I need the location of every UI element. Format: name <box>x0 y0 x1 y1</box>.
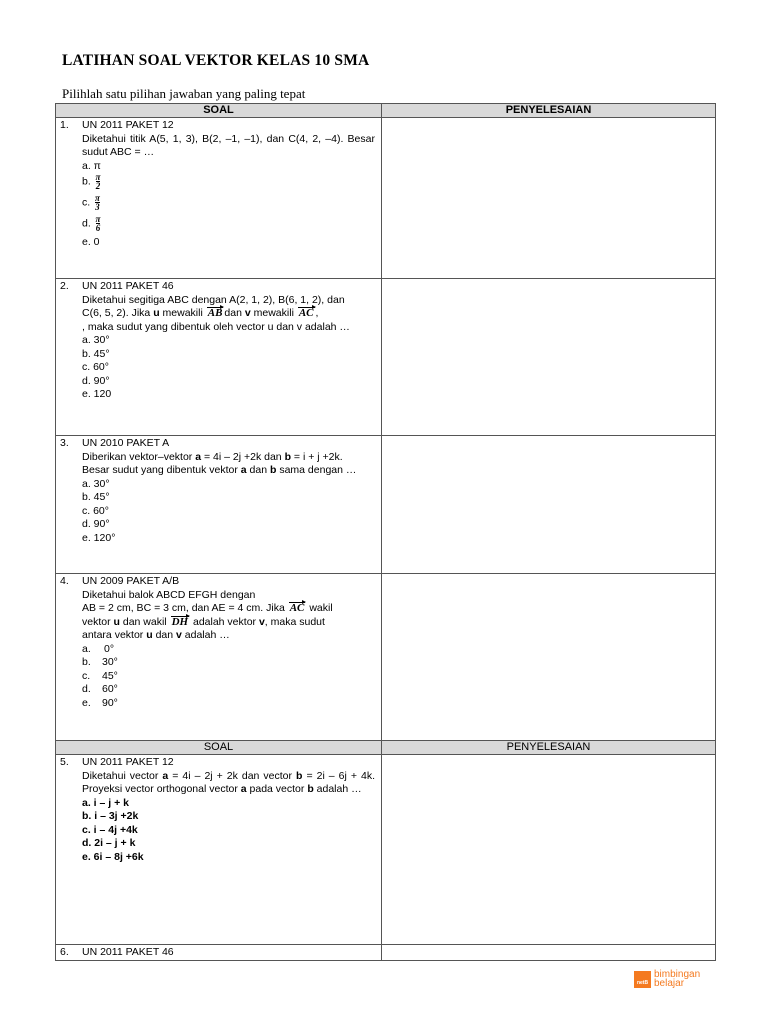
fraction: $\frac{\pi}{3}$ <box>94 193 100 212</box>
question-text: Diketahui segitiga ABC dengan A(2, 1, 2), B(6, 1, 2), dan <box>82 293 345 306</box>
fraction: $\frac{\pi}{6}$ <box>95 214 101 233</box>
question-source: UN 2011 PAKET 12 <box>82 119 174 131</box>
option-e: e. 120 <box>82 388 112 400</box>
option-e: e. 6i – 8j +6k <box>82 850 144 863</box>
question-number: 2. <box>60 280 69 292</box>
option-c: c. i – 4j +4k <box>82 823 138 836</box>
option-d: d. 2i – j + k <box>82 837 136 849</box>
question-text: , maka sudut yang dibentuk oleh vector u dan v adalah … <box>82 320 350 333</box>
table-row <box>56 279 716 436</box>
table-header <box>56 104 716 118</box>
question-text: Diketahui balok ABCD EFGH dengan <box>82 588 256 601</box>
question-text: Diketahui titik A(5, 1, 3), B(2, –1, –1), dan C(4, 2, –4). Besar sudut ABC = … <box>82 132 375 158</box>
option-c: c. 60° <box>82 361 109 373</box>
brand-logo <box>634 970 700 988</box>
question-table <box>55 103 716 961</box>
answer-cell-5[interactable] <box>382 755 716 945</box>
option-d: d. 60° <box>82 683 118 695</box>
option-c: c. 45° <box>82 669 118 682</box>
answer-cell-4[interactable] <box>382 574 716 741</box>
table-row <box>56 436 716 574</box>
option-a: a. 30° <box>82 477 110 490</box>
question-number: 4. <box>60 575 69 587</box>
question-number: 5. <box>60 756 69 768</box>
option-e: e. 120° <box>82 531 116 544</box>
table-row <box>56 574 716 741</box>
option-d: d. $\frac{\pi}{6}$ <box>82 214 101 233</box>
option-b: b. 45° <box>82 491 110 503</box>
question-5 <box>56 755 382 945</box>
table-row <box>56 945 716 961</box>
instruction-text: Pilihlah satu pilihan jawaban yang paling tepat <box>62 86 306 101</box>
logo-mark: netB <box>634 971 651 988</box>
option-c: c. $\frac{\pi}{3}$ <box>82 193 100 212</box>
header-soal: SOAL <box>56 741 382 755</box>
header-penyelesaian: PENYELESAIAN <box>382 741 716 755</box>
vector-dh: DH <box>171 615 189 628</box>
question-source: UN 2009 PAKET A/B <box>82 575 180 587</box>
table-row <box>56 118 716 279</box>
question-text: Besar sudut yang dibentuk vektor a dan b sama dengan … <box>82 464 357 476</box>
answer-cell-2[interactable] <box>382 279 716 436</box>
question-source: UN 2011 PAKET 46 <box>82 280 174 292</box>
question-source: UN 2011 PAKET 12 <box>82 756 174 768</box>
table-header <box>56 741 716 755</box>
answer-cell-3[interactable] <box>382 436 716 574</box>
question-2 <box>56 279 382 436</box>
question-number: 1. <box>60 119 69 131</box>
option-a: a. i – j + k <box>82 796 129 809</box>
header-soal: SOAL <box>56 104 382 118</box>
question-text: antara vektor u dan v adalah … <box>82 629 230 641</box>
question-source: UN 2010 PAKET A <box>82 437 170 449</box>
option-b: b. $\frac{\pi}{2}$ <box>82 172 101 191</box>
question-number: 6. <box>60 946 69 958</box>
question-text: Diketahui vector a = 4i – 2j + 2k dan vector b = 2i – 6j + 4k. Proyeksi vector orthogonal vector a pada vector b adalah … <box>82 769 375 795</box>
header-penyelesaian: PENYELESAIAN <box>382 104 716 118</box>
question-4 <box>56 574 382 741</box>
logo-text: bimbingan belajar <box>654 969 701 989</box>
option-e: e. 0 <box>82 236 100 248</box>
question-text: C(6, 5, 2). Jika u mewakili AB dan v mewakili AC , <box>82 307 319 319</box>
vector-ac: AC <box>289 602 305 614</box>
option-d: d. 90° <box>82 374 110 387</box>
option-a: a. 30° <box>82 334 110 346</box>
option-d: d. 90° <box>82 518 110 530</box>
question-3 <box>56 436 382 574</box>
question-number: 3. <box>60 437 69 449</box>
fraction: $\frac{\pi}{2}$ <box>95 172 101 191</box>
option-c: c. 60° <box>82 504 109 517</box>
option-a: a. 0° <box>82 642 115 655</box>
page-title: LATIHAN SOAL VEKTOR KELAS 10 SMA <box>62 52 370 69</box>
question-6 <box>56 945 382 961</box>
option-b: b. 30° <box>82 656 118 668</box>
option-e: e. 90° <box>82 696 118 709</box>
question-text: vektor u dan wakil DH adalah vektor v, maka sudut <box>82 615 325 628</box>
vector-ac: AC <box>298 307 314 319</box>
answer-cell-1[interactable] <box>382 118 716 279</box>
vector-ab: AB <box>207 307 223 319</box>
question-1 <box>56 118 382 279</box>
question-text: AB = 2 cm, BC = 3 cm, dan AE = 4 cm. Jika AC wakil <box>82 602 333 614</box>
option-b: b. 45° <box>82 347 110 360</box>
question-source: UN 2011 PAKET 46 <box>82 946 174 958</box>
table-row <box>56 755 716 945</box>
question-text: Diberikan vektor–vektor a = 4i – 2j +2k dan b = i + j +2k. <box>82 450 343 463</box>
answer-cell-6[interactable] <box>382 945 716 961</box>
option-a: a. π <box>82 159 101 172</box>
option-b: b. i – 3j +2k <box>82 810 139 822</box>
